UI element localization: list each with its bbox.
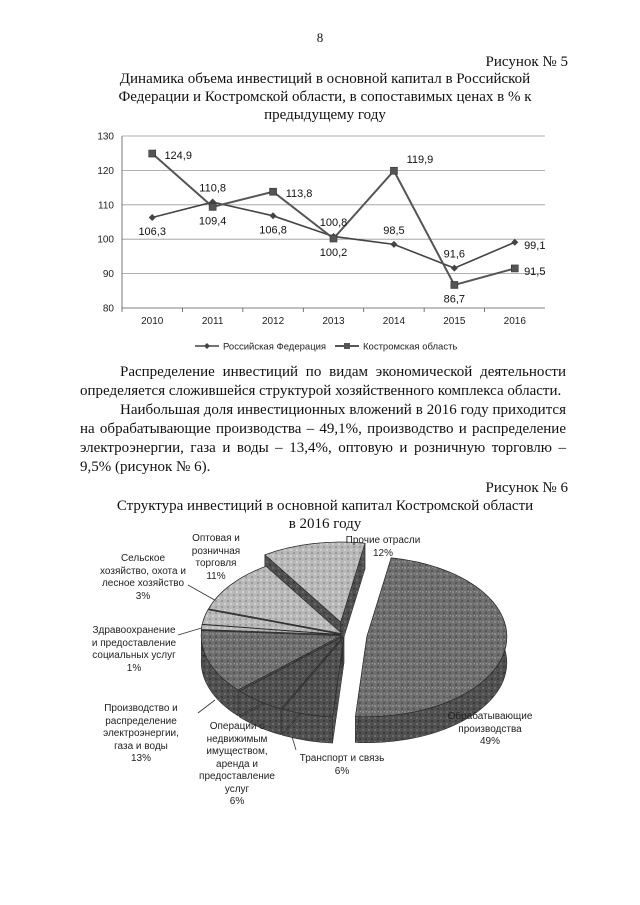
figure-5-title-line-3: предыдущему году [264, 107, 386, 123]
figure-5-title-line-2: Федерации и Костромской области, в сопоставимых ценах в % к [118, 89, 532, 105]
pie-label-health-line-1: Здравоохранение [92, 625, 176, 636]
label-kostroma: 113,8 [285, 188, 313, 201]
point-russia [149, 214, 156, 221]
pie-label-manufacturing-line-3: 49% [479, 736, 500, 747]
pie-label-health-line-3: социальных услуг [92, 650, 176, 661]
leader-energy [198, 700, 215, 713]
y-tick-label: 110 [98, 200, 114, 212]
pie-label-manufacturing-line-1: Обрабатывающие [447, 711, 533, 722]
label-kostroma: 100,2 [319, 247, 348, 260]
pie-label-other-line-1: Прочие отрасли [345, 535, 421, 546]
point-kostroma [330, 235, 337, 242]
point-kostroma [149, 150, 156, 157]
pie-label-realestate [192, 721, 282, 809]
pie-label-trade-line-1: Оптовая и [192, 533, 240, 544]
label-kostroma: 86,7 [443, 293, 466, 306]
label-russia: 91,6 [443, 248, 466, 261]
point-russia [390, 241, 397, 248]
pie-label-manufacturing [440, 711, 540, 749]
label-russia: 98,5 [383, 224, 405, 237]
y-tick-label: 130 [97, 131, 114, 143]
point-kostroma [270, 188, 277, 195]
pie-label-agriculture-line-4: 3% [135, 590, 151, 602]
y-tick-label: 80 [102, 303, 114, 315]
pie-label-transport-line-2: 6% [334, 765, 350, 777]
pie-label-transport-line-1: Транспорт и связь [299, 753, 385, 764]
legend-marker-russia [204, 343, 210, 349]
figure-5-title-line-1: Динамика объема инвестиций в основной капитал в Российской [119, 71, 531, 87]
pie-label-health-line-2: и предоставление [91, 637, 177, 649]
line-chart [80, 128, 560, 360]
pie-label-realestate-line-4: аренда и [216, 758, 258, 770]
paragraph-2: Наибольшая доля инвестиционных вложений в 2016 году приходится на обрабатывающие производства – 49,1%, производство и распределение электроэнергии, газа и воды – 13,4%, оптовую и розничную торговлю – 9,5% (рисунок № 6). [80, 402, 566, 475]
pie-label-realestate-line-2: недвижимым [206, 733, 268, 745]
pie-label-agriculture-line-3: лесное хозяйство [101, 578, 185, 589]
pie-label-other-line-2: 12% [372, 547, 393, 559]
point-russia [511, 239, 518, 246]
y-tick-label: 90 [102, 269, 114, 281]
pie-label-agriculture-line-1: Сельское [120, 553, 166, 564]
x-tick-label: 2010 [141, 316, 164, 327]
label-russia: 99,1 [524, 239, 546, 252]
pie-label-health [84, 625, 184, 675]
pie-label-realestate-line-3: имуществом, [206, 746, 268, 757]
pie-label-energy-line-2: распределение [105, 715, 177, 727]
pie-label-other [340, 535, 426, 560]
pie-label-trade-line-4: 11% [206, 570, 226, 582]
point-russia [451, 265, 458, 272]
label-russia: 106,3 [138, 226, 166, 239]
x-tick-label: 2016 [503, 316, 526, 327]
pie-chart-area [80, 525, 560, 825]
figure-6-title-line-2: в 2016 году [288, 516, 362, 532]
pie-label-energy-line-5: 13% [130, 753, 151, 764]
pie-label-energy-line-4: газа и воды [114, 740, 168, 752]
point-kostroma [390, 167, 397, 174]
x-tick-label: 2011 [201, 316, 224, 327]
x-tick-label: 2013 [322, 316, 345, 327]
pie-label-agriculture-line-2: хозяйство, охота и [100, 565, 186, 577]
legend-label-russia: Российская Федерация [223, 341, 327, 353]
pie-label-realestate-line-5: предоставление [199, 771, 275, 782]
label-kostroma: 124,9 [164, 150, 192, 163]
label-kostroma: 109,4 [198, 215, 227, 228]
pie-label-realestate-line-7: 6% [229, 796, 245, 807]
point-russia [270, 212, 277, 219]
figure-6-title-line-1: Структура инвестиций в основной капитал Костромской области [116, 498, 534, 514]
label-russia: 106,8 [259, 224, 287, 237]
x-tick-label: 2014 [382, 316, 406, 327]
legend-label-kostroma: Костромская область [363, 341, 458, 353]
point-kostroma [451, 281, 458, 288]
pie-label-energy-line-3: электроэнергии, [103, 728, 179, 739]
pie-label-energy [96, 703, 186, 766]
pie-label-health-line-4: 1% [126, 662, 142, 674]
point-kostroma [511, 265, 518, 272]
body-text [80, 363, 566, 477]
figure-6-label: Рисунок № 6 [485, 480, 568, 496]
x-tick-label: 2015 [443, 316, 466, 327]
label-kostroma: 91,5 [524, 265, 546, 278]
pie-label-transport [292, 753, 392, 778]
label-russia: 110,8 [199, 182, 227, 195]
page-number: 8 [316, 30, 324, 45]
label-kostroma: 119,9 [406, 154, 434, 167]
pie-label-realestate-line-1: Операции с [209, 721, 265, 732]
x-tick-label: 2012 [261, 316, 285, 327]
pie-label-manufacturing-line-2: производства [458, 723, 522, 735]
paragraph-1: Распределение инвестиций по видам экономической деятельности определяется сложившейся структурой хозяйственного комплекса области. [80, 364, 566, 399]
legend-marker-kostroma [344, 343, 350, 349]
figure-5-label: Рисунок № 5 [485, 54, 568, 70]
pie-label-energy-line-1: Производство и [104, 703, 178, 714]
y-tick-label: 100 [97, 234, 114, 246]
figure-5-title [90, 70, 560, 124]
label-russia: 100,8 [319, 216, 348, 229]
pie-label-trade-line-3: торговля [195, 558, 237, 569]
pie-label-realestate-line-6: услуг [224, 783, 250, 795]
point-kostroma [209, 203, 216, 210]
pie-label-agriculture [94, 553, 192, 603]
pie-label-trade-line-2: розничная [191, 545, 241, 557]
y-tick-label: 120 [97, 165, 114, 177]
